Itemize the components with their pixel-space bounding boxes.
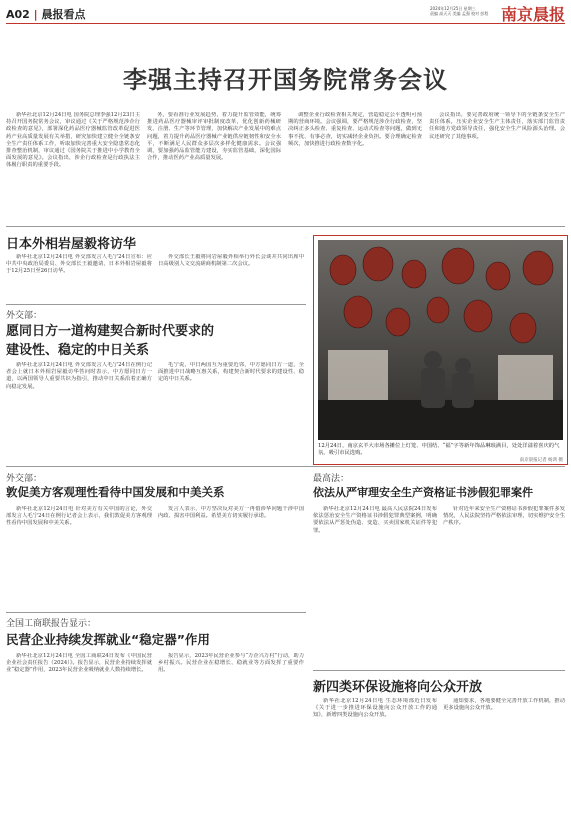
ngo-column-2: 通知要求，各地要健全完善开放工作机制，推动更多设施向公众开放。: [443, 698, 565, 712]
safety-headline: 依法从严审理安全生产资格证书涉假犯罪案件: [313, 486, 533, 499]
photo-credit: 南京晨报记者 杨鸿 摄: [519, 458, 563, 463]
photo-caption: 12月24日，南京玄羊大市场各摊位上灯笼、中国结、“福”字等新年饰品琳琅满目，处处洋溢着喜庆的气氛，吸引市民选购。: [318, 443, 560, 456]
divider: [6, 466, 565, 467]
divider: [6, 226, 565, 227]
lead-column-2: 务，要看准行业发展趋势，着力提升监管效能，统筹推进药品医疗器械审评审批制度改革，优化创新药械研发、注册、生产等环节管理，加快解决产业发展中的难点问题，着力提升药品医疗器械产业链供应链韧性和安全水平，不断满足人民群众多层次多样化健康需求。会议强调，要加强药品监管能力建设，夯实监管基础，深化国际合作，推动医药产业高质量发展。: [147, 112, 281, 162]
spokes1-kicker: 外交部：: [6, 311, 43, 321]
section-label: [6, 6, 86, 22]
safety-column-2: 针对近年来安全生产资格证书涉假犯罪案件多发情况，人民法院坚持严格依法审理，切实维护安全生产秩序。: [443, 506, 565, 527]
spokes1-column-1: 新华社北京12月24日电 外交部发言人毛宁24日在例行记者会上就日本外相岩屋毅访华答问时表示，中方愿同日方一道，以两国领导人重要共识为指引，推动中日关系沿着正确方向稳定发展。: [6, 362, 152, 390]
section-name: 晨报看点: [41, 8, 86, 21]
safety-column-1: 新华社北京12月24日电 最高人民法院24日发布依法惩治安全生产资格证书涉假犯罪典型案例，明确要依法从严惩处伪造、变造、买卖国家机关证件等犯罪。: [313, 506, 437, 534]
federation-headline: 民营企业持续发挥就业“稳定器”作用: [6, 632, 210, 647]
lead-column-1: 新华社北京12月24日电 国务院总理李强12月23日主持召开国务院常务会议，审议通过《关于严格规范涉企行政检查的意见》，部署深化药品医疗器械监管改革促进医药产业高质量发展有关举措，研究加快建立健全全链条安全生产责任体系工作，听取加快完善重大安全隐患常态化排查整治机制，审议通过《国务院关于推进中小学教育全面发展的意见》。会议指出，涉企行政检查是行政执法主体履行职责的重要手段。: [6, 112, 140, 169]
editor-credits: 责编 高天天 美编 孟强 校对 彭程: [430, 11, 489, 16]
spokes1-headline-2: 建设性、稳定的中日关系: [6, 343, 150, 358]
spokes2-column-1: 新华社北京12月24日电 针对美方有关中国的言论，外交部发言人毛宁24日在例行记者会上表示，我们敦促美方客观理性看待中国发展和中美关系。: [6, 506, 152, 527]
divider: [6, 612, 306, 613]
federation-kicker: 全国工商联报告显示：: [6, 619, 97, 629]
japan-column-2: 外交部长王毅将同岩屋毅外相举行外长会谈并共同出席中日高级别人文交流磋商机制第二次会议。: [158, 254, 304, 268]
page-number: A02: [6, 8, 30, 21]
ngo-headline: 新四类环保设施将向公众开放: [313, 680, 483, 695]
spokes2-headline: 敦促美方客观理性看待中国发展和中美关系: [6, 485, 225, 499]
federation-column-2: 报告显示，2023年民营企业参与“万企兴万村”行动，助力乡村振兴。民营企业在稳增长、稳就业等方面发挥了重要作用。: [158, 653, 304, 674]
japan-column-1: 新华社北京12月24日电 外交部发言人毛宁24日宣布：应中共中央政治局委员、外交部长王毅邀请，日本外相岩屋毅将于12月25日至26日访华。: [6, 254, 152, 275]
lead-headline: 李强主持召开国务院常务会议: [123, 66, 448, 94]
masthead: 南京晨报: [500, 5, 565, 24]
spokes1-headline: 愿同日方一道构建契合新时代要求的: [6, 324, 215, 339]
federation-column-1: 新华社北京12月24日电 全国工商联24日发布《中国民营企业社会责任报告（2024）》。报告显示，民营企业持续发挥就业“稳定器”作用，2023年民营企业吸纳就业人数持续增长。: [6, 653, 152, 674]
issue-date: 2024年12月25日 星期三: [430, 6, 476, 11]
safety-kicker: 最高法：: [313, 474, 350, 484]
section-divider: |: [33, 8, 38, 21]
photo-box: [313, 235, 568, 465]
lead-column-4: 会议指出，要完善政府统一领导下的全链条安全生产责任体系，压实企业安全生产主体责任，落实部门监管责任和地方党政领导责任，强化安全生产风险源头治理。会议还研究了其他事项。: [429, 112, 565, 140]
lead-column-3: 调整企业行政检查相关规定，营造稳定公平透明可预期的营商环境。会议强调，要严格规范涉企行政检查，坚决纠正多头检查、重复检查、运动式检查等问题，做到无事不扰、有事必查，切实减轻企业负担。要合理确定检查频次，加快推进行政检查数字化。: [288, 112, 422, 147]
divider: [313, 670, 565, 671]
spokes2-kicker: 外交部：: [6, 474, 43, 484]
spokes1-column-2: 毛宁说，中日两国互为重要近邻，中方愿同日方一道，全面推进中日战略互惠关系，构建契合新时代要求的建设性、稳定的中日关系。: [158, 362, 304, 383]
page-header: [6, 2, 565, 24]
lantern-market-photo: [318, 240, 563, 440]
divider: [6, 304, 306, 305]
spokes2-column-2: 发言人表示，中方坚决反对美方一再借涉华问题干涉中国内政、损害中国利益。希望美方切实履行承诺。: [158, 506, 304, 520]
japan-headline: 日本外相岩屋毅将访华: [6, 237, 137, 252]
ngo-column-1: 新华社北京12月24日电 生态环境部近日发布《关于进一步推进环保设施向公众开放工作的通知》，新增四类设施向公众开放。: [313, 698, 437, 719]
